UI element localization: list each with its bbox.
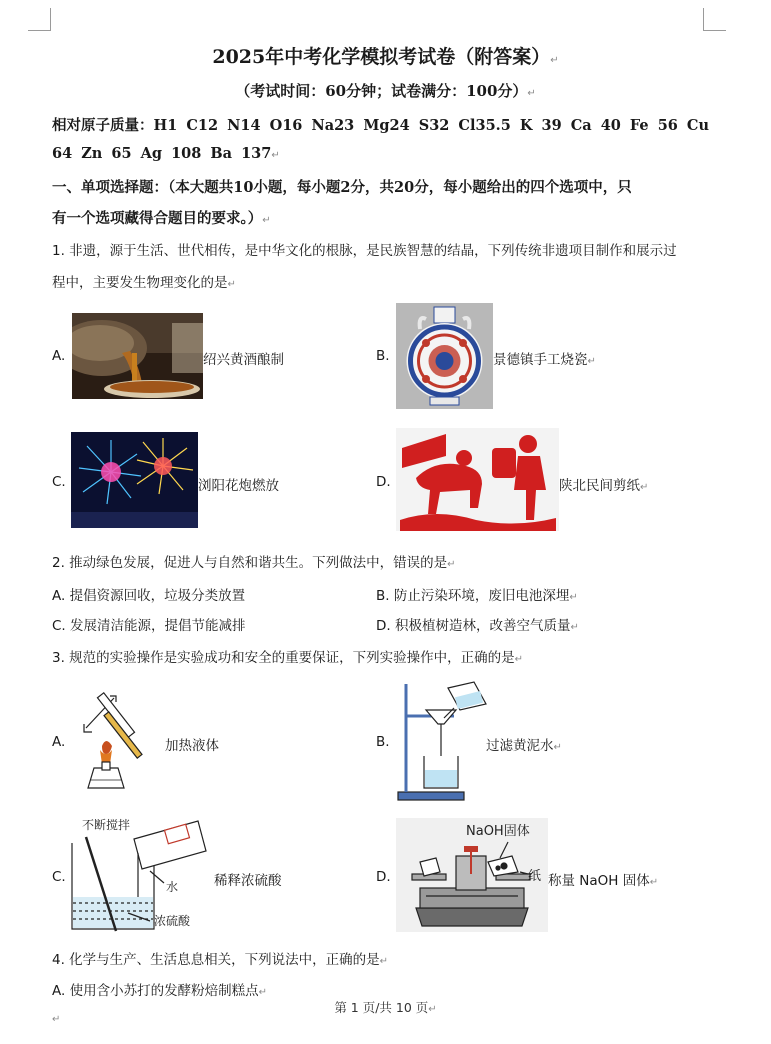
page-title: 2025年中考化学模拟考试卷（附答案）↵ <box>212 46 559 68</box>
crop-mark-top-left <box>28 8 51 31</box>
q1-stem-line-1: 1. 非遗，源于生活、世代相传，是中华文化的根脉，是民族智慧的结晶，下列传统非遗项目制作和展示过 <box>52 243 677 259</box>
atomic-mass-line-2: 64 Zn 65 Ag 108 Ba 137↵ <box>52 145 280 162</box>
stir-label: 不断搅拌 <box>82 818 131 832</box>
dilution-diagram <box>68 813 214 937</box>
balance-diagram <box>396 818 548 932</box>
paper-label: 纸 <box>528 869 542 884</box>
q3-option-b-label: B. <box>376 734 390 750</box>
fireworks-image <box>71 432 198 528</box>
porcelain-vase-image <box>396 303 493 409</box>
return-mark: ↵ <box>550 55 559 66</box>
q2-stem: 2. 推动绿色发展，促进人与自然和谐共生。下列做法中，错误的是↵ <box>52 555 456 571</box>
q1-option-a-label: A. <box>52 348 66 364</box>
q3-option-c-label: C. <box>52 869 66 885</box>
q2-option-d: D. 积极植树造林，改善空气质量↵ <box>376 618 579 634</box>
q3-stem: 3. 规范的实验操作是实验成功和安全的重要保证，下列实验操作中，正确的是↵ <box>52 650 524 666</box>
section-heading-line-1: 一、单项选择题：（本大题共10小题，每小题2分，共20分，每小题给出的四个选项中，只 <box>52 179 632 196</box>
q4-option-a: A. 使用含小苏打的发酵粉焙制糕点↵ <box>52 983 267 999</box>
end-return-mark: ↵ <box>52 1014 61 1025</box>
q2-option-b: B. 防止污染环境，废旧电池深埋↵ <box>376 588 578 604</box>
crop-mark-top-right <box>703 8 726 31</box>
return-mark: ↵ <box>527 88 536 99</box>
q4-stem: 4. 化学与生产、生活息息相关，下列说法中，正确的是↵ <box>52 952 389 968</box>
q3-option-b-text: 过滤黄泥水↵ <box>486 738 562 754</box>
naoh-solid-label: NaOH固体 <box>466 824 530 839</box>
q3-option-d-label: D. <box>376 869 391 885</box>
q3-option-c-text: 稀释浓硫酸 <box>214 873 282 889</box>
papercut-image <box>396 428 559 531</box>
wine-pouring-image <box>72 313 203 399</box>
q2-option-a: A. 提倡资源回收，垃圾分类放置 <box>52 588 246 604</box>
q1-option-c-text: 浏阳花炮燃放 <box>198 478 279 494</box>
q1-option-c-label: C. <box>52 474 66 490</box>
q2-option-c: C. 发展清洁能源，提倡节能减排 <box>52 618 246 634</box>
q1-option-b-label: B. <box>376 348 390 364</box>
q3-option-d-text: 称量 NaOH 固体↵ <box>548 873 659 889</box>
page-footer: 第 1 页/共 10 页↵ <box>334 1000 437 1015</box>
q1-option-d-text: 陕北民间剪纸↵ <box>559 478 649 494</box>
q1-option-a-text: 绍兴黄酒酿制 <box>203 352 284 368</box>
acid-label: 浓硫酸 <box>154 914 191 928</box>
water-label: 水 <box>166 880 179 894</box>
atomic-mass-line-1: 相对原子质量：H1 C12 N14 O16 Na23 Mg24 S32 Cl35.5 K 39 Ca 40 Fe 56 Cu <box>52 117 710 134</box>
q1-option-d-label: D. <box>376 474 391 490</box>
q3-option-a-label: A. <box>52 734 66 750</box>
filtration-diagram <box>396 680 490 802</box>
heating-liquid-diagram <box>70 688 165 796</box>
q3-option-a-text: 加热液体 <box>165 738 219 754</box>
q1-stem-line-2: 程中，主要发生物理变化的是↵ <box>52 275 236 291</box>
q1-option-b-text: 景德镇手工烧瓷↵ <box>493 352 596 368</box>
page-subtitle: （考试时间：60分钟；试卷满分：100分）↵ <box>235 82 536 100</box>
section-heading-line-2: 有一个选项藏得合题目的要求。）↵ <box>52 210 271 227</box>
